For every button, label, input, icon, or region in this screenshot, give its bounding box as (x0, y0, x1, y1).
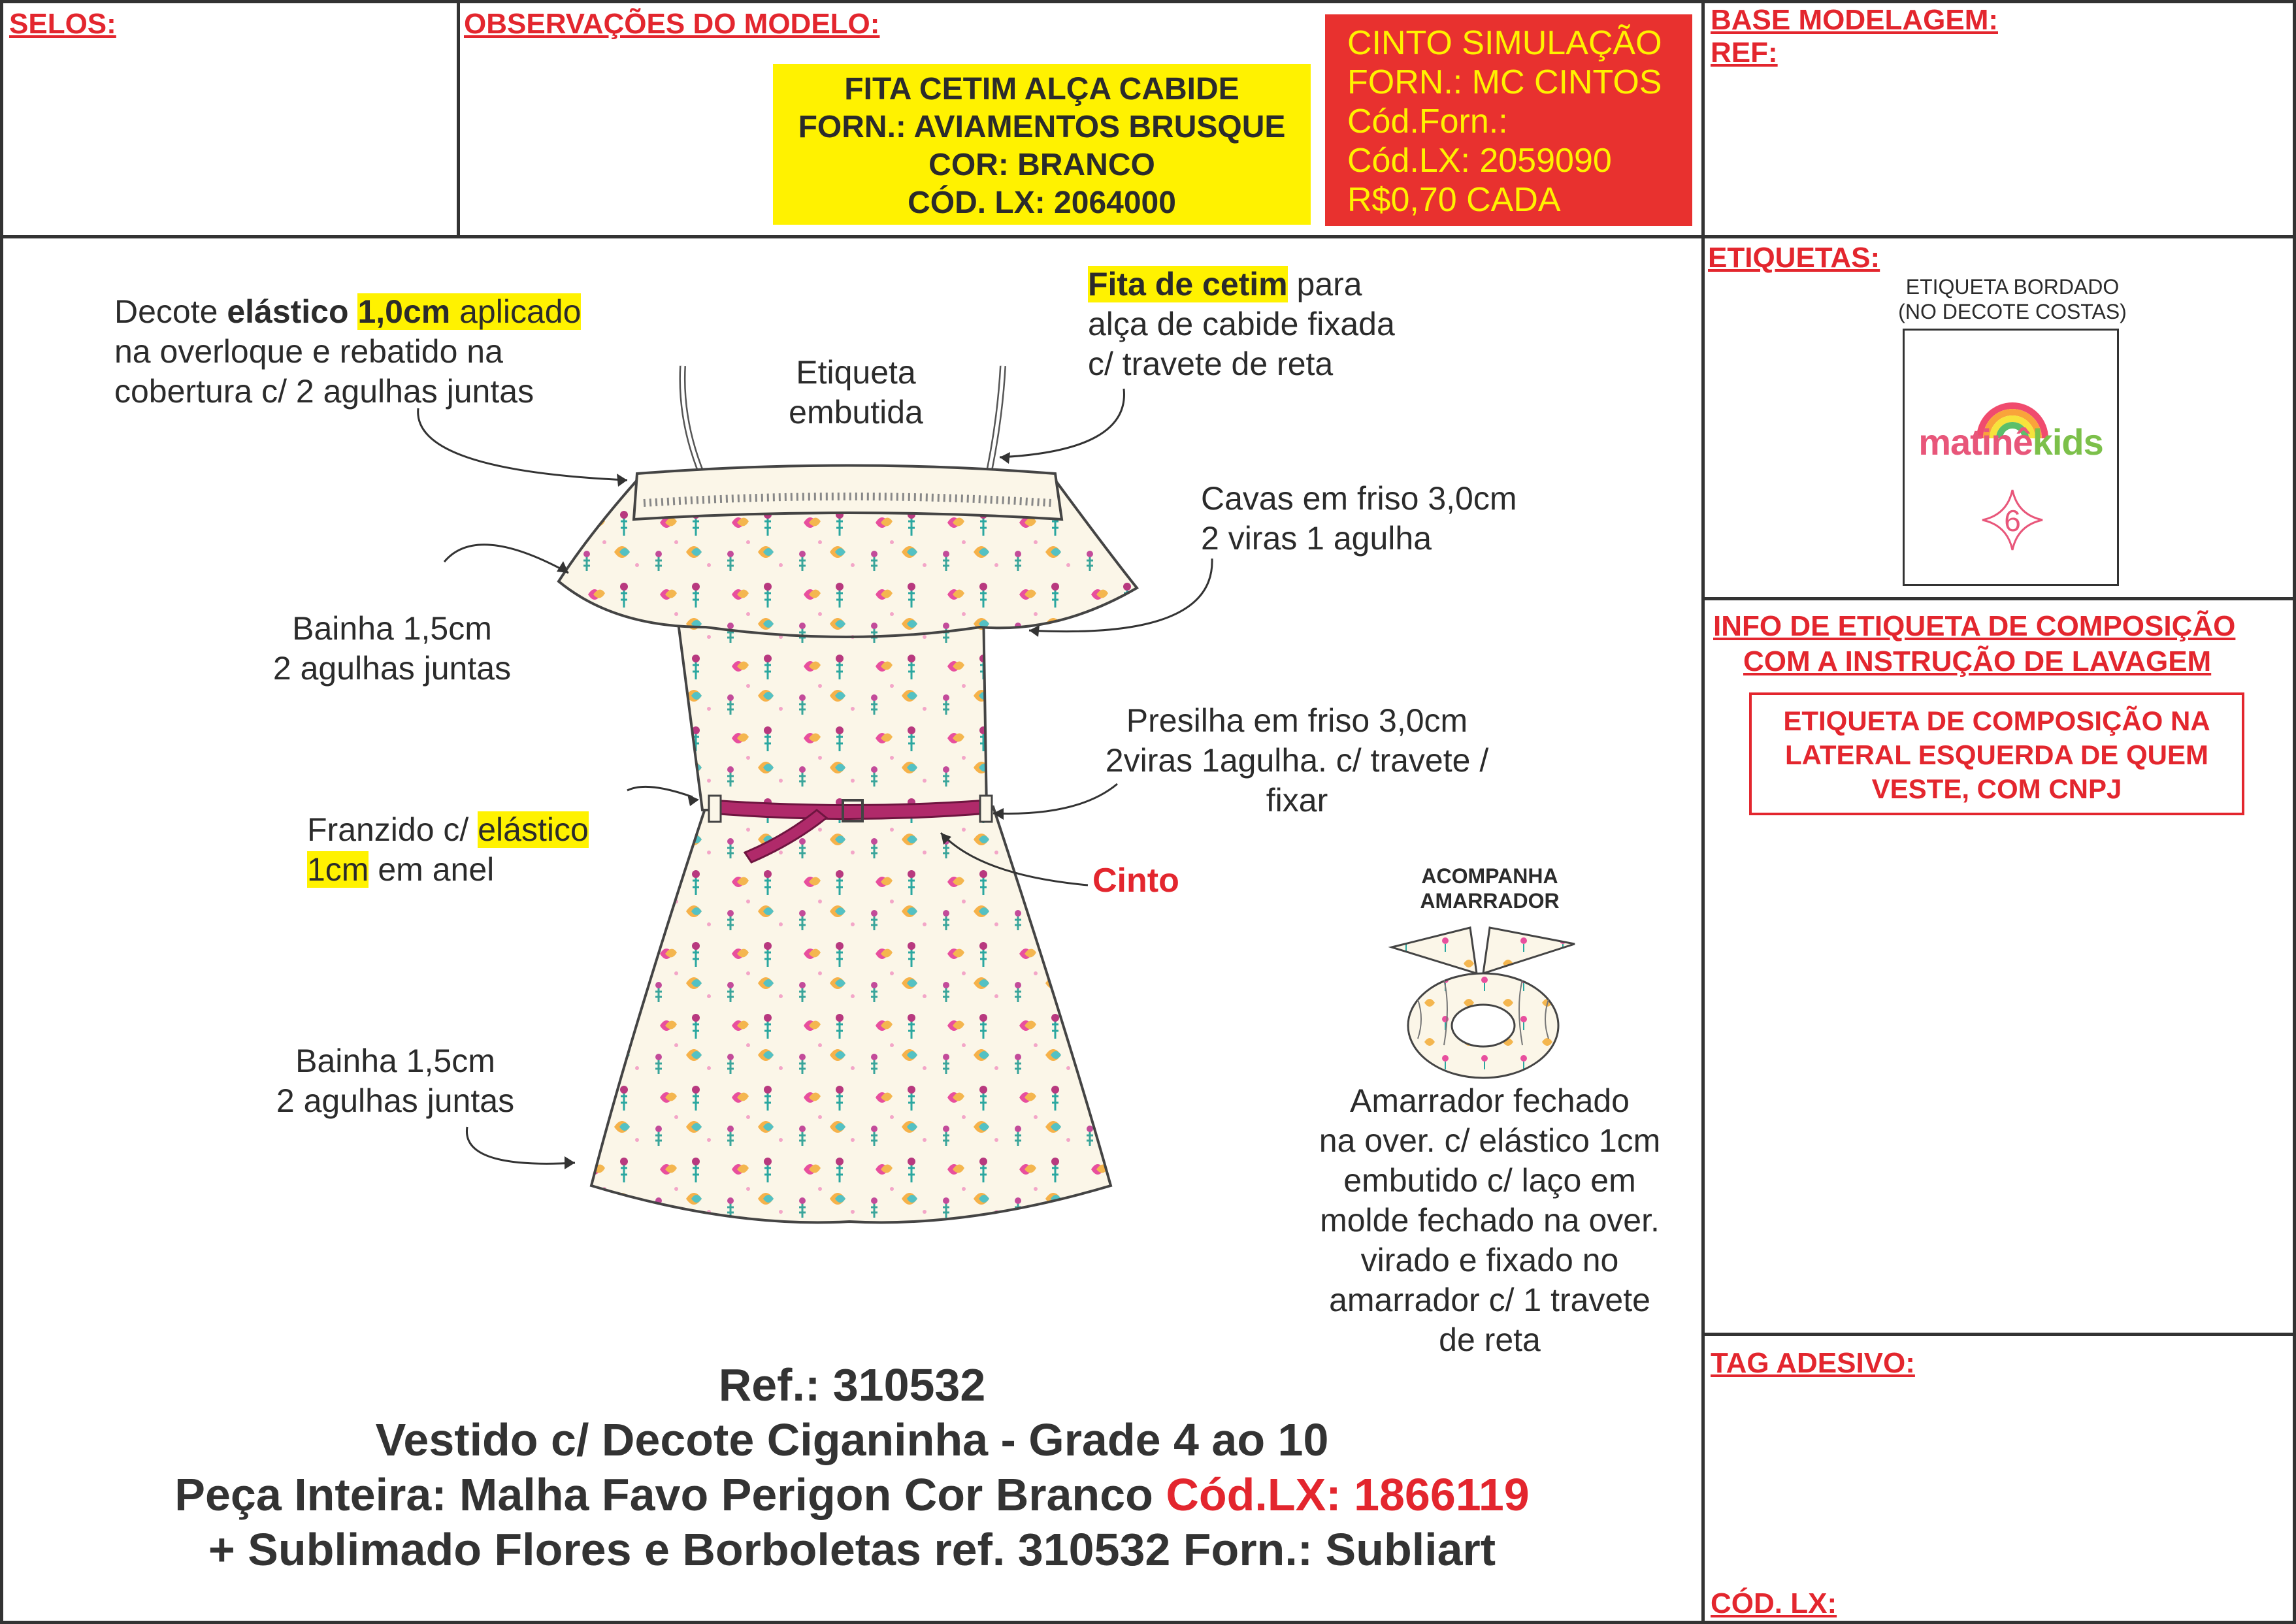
amarrador-line5: virado e fixado no (1360, 1242, 1619, 1278)
brand-part1: matinê (1918, 421, 2033, 463)
ref-header: REF: (1711, 37, 1778, 69)
amarrador-line3: embutido c/ laço em (1343, 1162, 1636, 1199)
cinto-line5: R$0,70 CADA (1347, 181, 1561, 219)
amarrador-line1: Amarrador fechado (1349, 1082, 1630, 1119)
note-presilha-line1: Presilha em friso 3,0cm (1126, 702, 1468, 739)
right-divider-3 (1701, 1333, 2296, 1336)
brand-part2: kids (2032, 421, 2103, 463)
note-etiqueta-line1: Etiqueta (796, 354, 916, 391)
composicao-line1: ETIQUETA DE COMPOSIÇÃO NA (1783, 706, 2210, 736)
right-divider-1 (1701, 235, 2296, 238)
note-cavas-line1: Cavas em friso 3,0cm (1201, 480, 1517, 517)
note-cavas-line2: 2 viras 1 agulha (1201, 520, 1432, 557)
etiquetas-header: ETIQUETAS: (1708, 242, 1880, 274)
amarrador-line6: amarrador c/ 1 travete (1329, 1282, 1650, 1318)
tag-adesivo-header: TAG ADESIVO: (1711, 1347, 1915, 1379)
fita-bold: Fita de cetim (1088, 266, 1288, 302)
note-fita-line1 (1088, 265, 1395, 304)
decote-text-d: 1,0cm (357, 293, 451, 330)
franzido-text-a: Franzido c/ (307, 811, 478, 848)
observacoes-header: OBSERVAÇÕES DO MODELO: (464, 8, 880, 40)
title-line3 (0, 1469, 1704, 1521)
size-number: 6 (2004, 504, 2021, 538)
acompanha-line2: AMARRADOR (1420, 889, 1560, 913)
note-decote (114, 292, 581, 412)
note-acompanha (1385, 864, 1594, 913)
note-franzido-line2 (307, 850, 589, 890)
etiqueta-caption-line2: (NO DECOTE COSTAS) (1898, 300, 2127, 323)
right-divider-2 (1701, 597, 2296, 600)
amarrador-line4: molde fechado na over. (1320, 1202, 1660, 1239)
note-decote-line2: na overloque e rebatido na (114, 333, 503, 370)
fita-line1: FITA CETIM ALÇA CABIDE (844, 72, 1239, 106)
note-presilha-line3: fixar (1266, 782, 1328, 819)
note-franzido (307, 810, 589, 890)
decote-text-e: aplicado (450, 293, 582, 330)
note-decote-line1 (114, 292, 581, 332)
etiqueta-caption (1869, 274, 2156, 324)
composicao-line3: VESTE, COM CNPJ (1871, 773, 2122, 804)
franzido-text-b: elástico (478, 811, 589, 848)
note-bainha-bottom-line2: 2 agulhas juntas (276, 1082, 515, 1119)
note-cinto: Cinto (1092, 862, 1179, 900)
note-decote-line3: cobertura c/ 2 agulhas juntas (114, 373, 534, 410)
cinto-line2: FORN.: MC CINTOS (1347, 63, 1662, 101)
brand-logo (1905, 421, 2117, 463)
note-franzido-line1 (307, 810, 589, 850)
fita-line4: CÓD. LX: 2064000 (908, 186, 1176, 220)
etiqueta-caption-line1: ETIQUETA BORDADO (1905, 275, 2120, 299)
note-amarrador (1261, 1081, 1718, 1360)
note-etiqueta-embutida (751, 353, 960, 432)
cinto-line1: CINTO SIMULAÇÃO (1347, 24, 1662, 62)
fita-line2: FORN.: AVIAMENTOS BRUSQUE (798, 110, 1286, 144)
decote-text-c (349, 293, 358, 330)
info-header-line2: COM A INSTRUÇÃO DE LAVAGEM (1743, 645, 2212, 677)
composicao-box (1749, 692, 2244, 815)
note-cavas (1201, 479, 1517, 559)
etiqueta-label (1903, 329, 2119, 586)
fita-line3: COR: BRANCO (928, 148, 1155, 182)
cod-lx-header: CÓD. LX: (1711, 1587, 1837, 1619)
scrunchie-illustration (1379, 915, 1588, 1084)
title-line3-b: Cód.LX: 1866119 (1166, 1469, 1530, 1520)
title-line4: + Sublimado Flores e Borboletas ref. 310532 Forn.: Subliart (208, 1524, 1496, 1575)
selos-header: SELOS: (9, 8, 116, 40)
composicao-line2: LATERAL ESQUERDA DE QUEM (1785, 739, 2208, 770)
note-presilha-line2: 2viras 1agulha. c/ travete / (1105, 742, 1489, 779)
note-bainha-top (248, 609, 536, 689)
note-presilha (1072, 701, 1522, 820)
note-fita-line3: c/ travete de reta (1088, 346, 1334, 382)
decote-text-b: elástico (227, 293, 349, 330)
cinto-line4: Cód.LX: 2059090 (1347, 142, 1612, 180)
note-fita-line2: alça de cabide fixada (1088, 306, 1395, 342)
decote-text-a: Decote (114, 293, 227, 330)
title-ref: Ref.: 310532 (718, 1359, 986, 1410)
note-fita (1088, 265, 1395, 384)
franzido-text-d: em anel (369, 851, 495, 888)
note-bainha-top-line2: 2 agulhas juntas (272, 650, 512, 687)
base-modelagem-header: BASE MODELAGEM: (1711, 4, 1998, 36)
amarrador-line2: na over. c/ elástico 1cm (1319, 1122, 1661, 1159)
title-line2: Vestido c/ Decote Ciganinha - Grade 4 ao 10 (375, 1414, 1329, 1465)
franzido-text-c: 1cm (307, 851, 369, 888)
cinto-line3: Cód.Forn.: (1347, 103, 1508, 140)
info-header-line1: INFO DE ETIQUETA DE COMPOSIÇÃO (1713, 610, 2236, 642)
amarrador-line7: de reta (1439, 1322, 1541, 1358)
title-line3-a: Peça Inteira: Malha Favo Perigon Cor Branco (174, 1469, 1166, 1520)
note-bainha-bottom-line1: Bainha 1,5cm (295, 1043, 495, 1079)
fita-rest: para (1287, 266, 1362, 302)
note-etiqueta-line2: embutida (789, 394, 923, 430)
note-bainha-top-line1: Bainha 1,5cm (292, 610, 492, 647)
note-bainha-bottom (252, 1041, 539, 1121)
acompanha-line1: ACOMPANHA (1421, 864, 1558, 888)
